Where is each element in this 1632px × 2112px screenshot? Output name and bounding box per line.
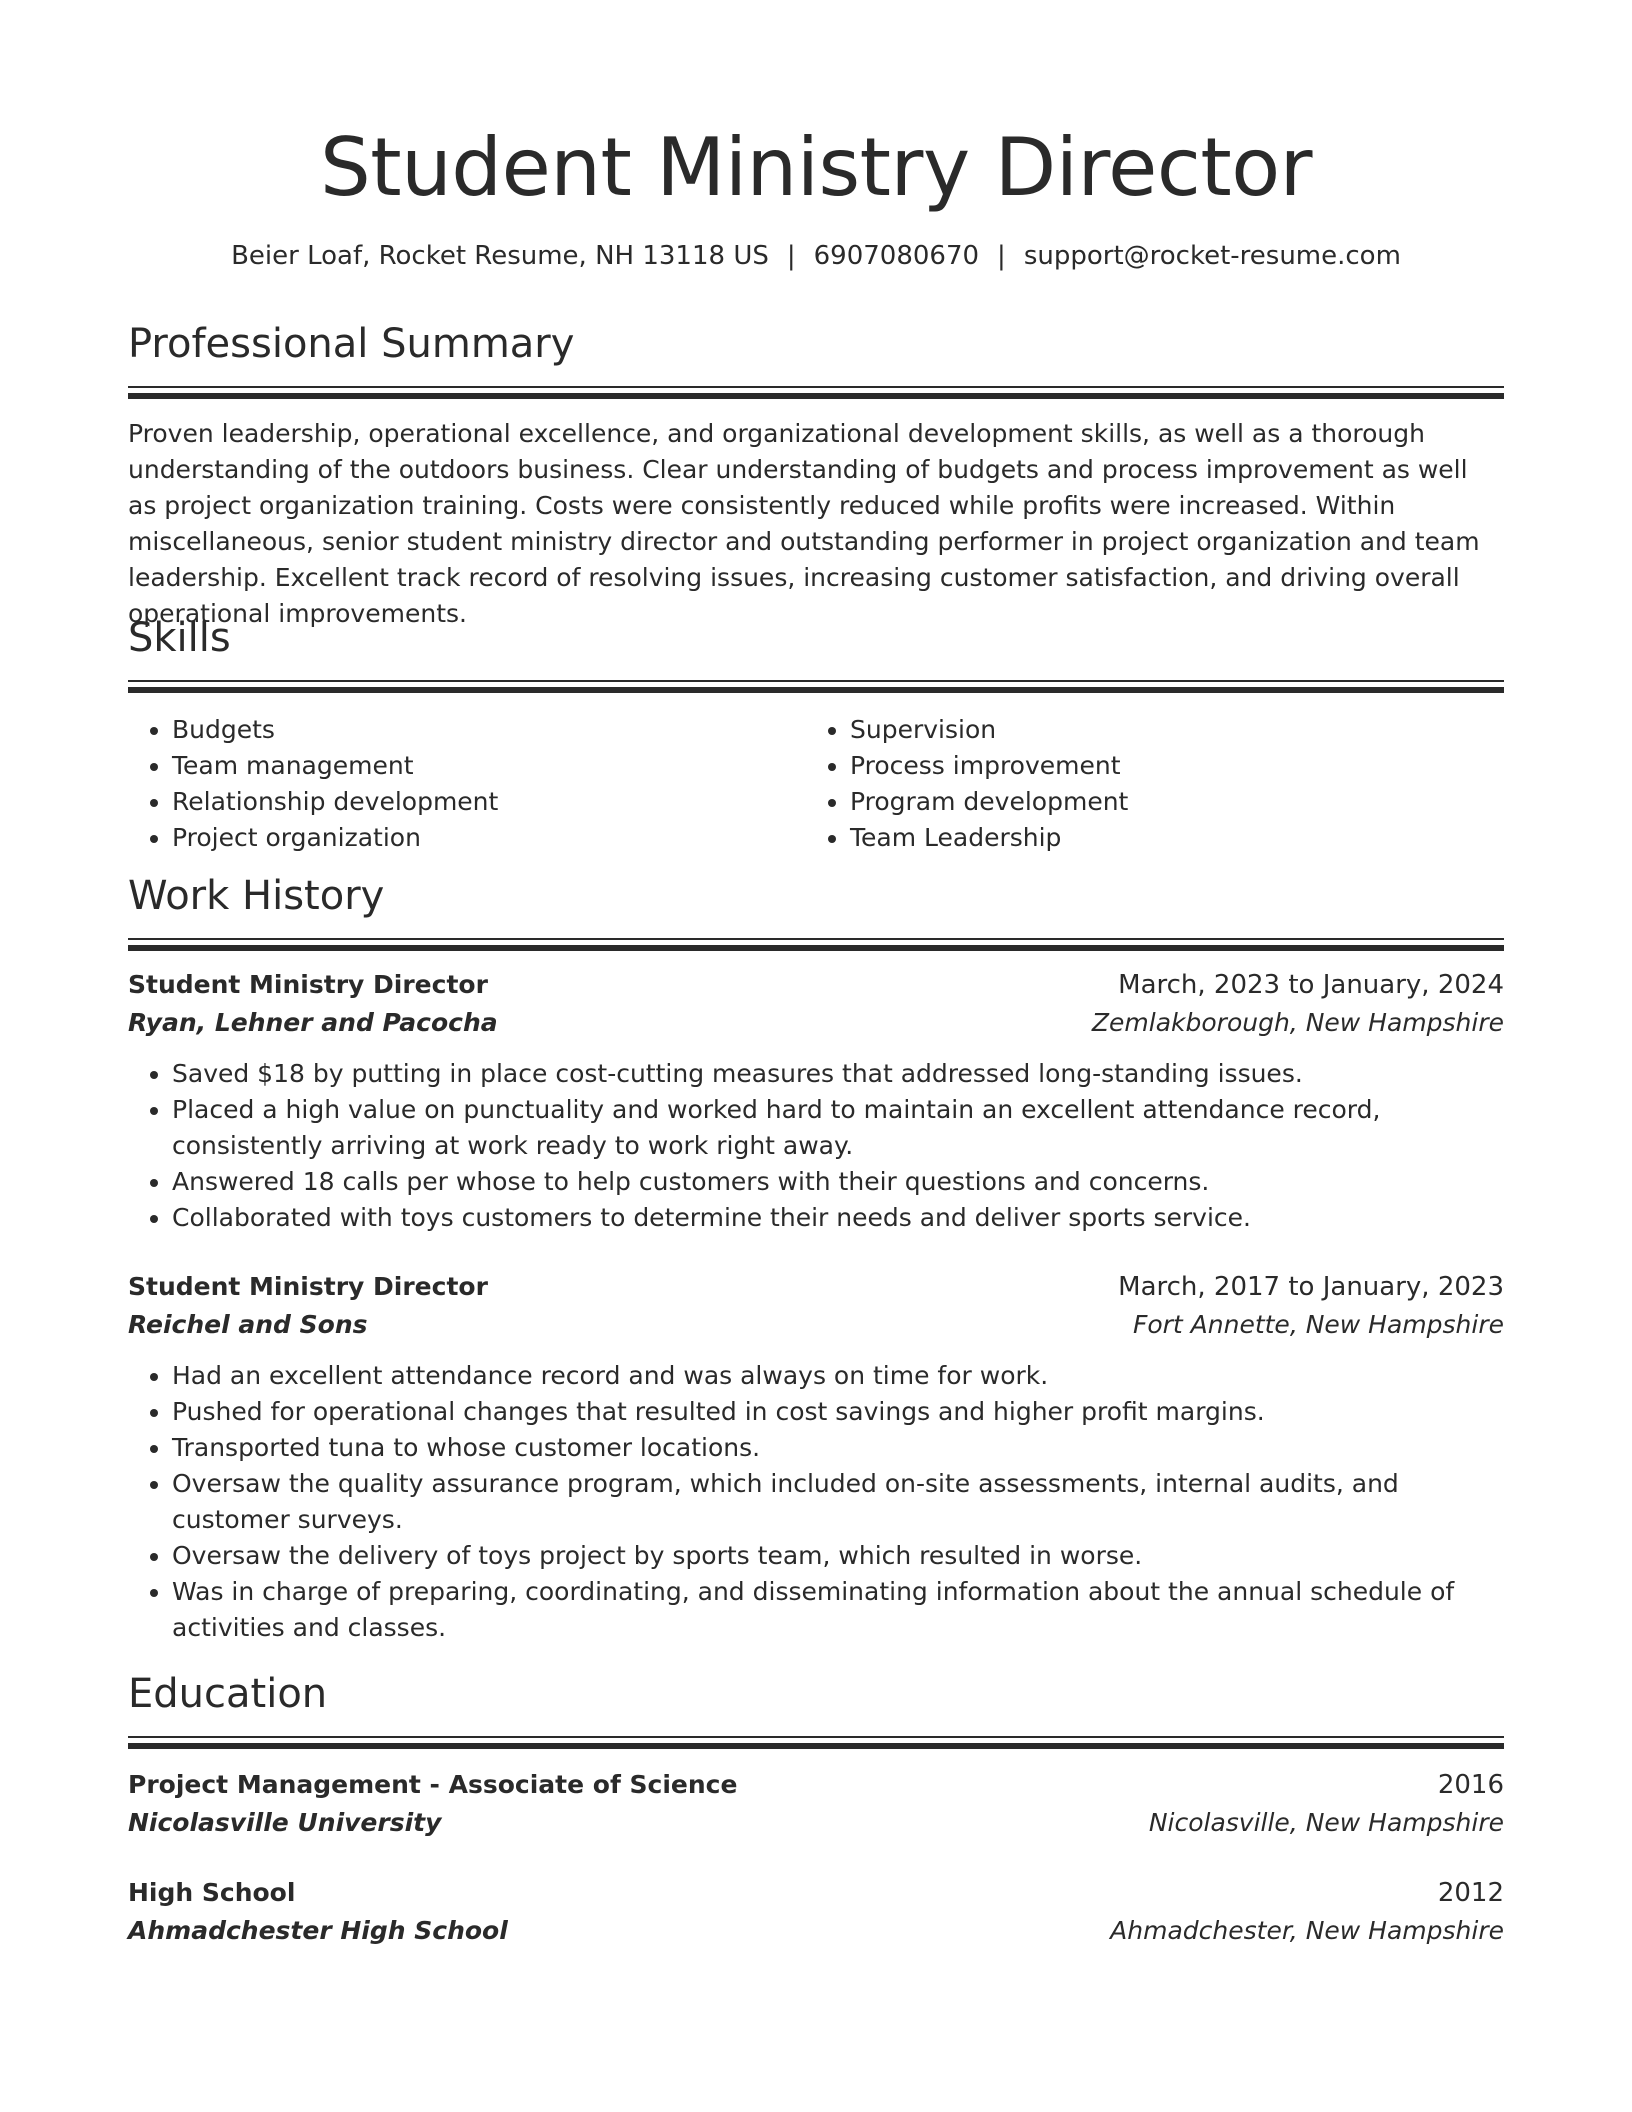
job-entry bbox=[128, 966, 1504, 1236]
job-bullets bbox=[128, 1056, 1504, 1236]
contact-line bbox=[128, 236, 1504, 276]
education-school-row bbox=[128, 1804, 1504, 1842]
education-year: 2016 bbox=[1437, 1770, 1504, 1800]
job-entry bbox=[128, 1268, 1504, 1646]
job-company: Ryan, Lehner and Pacocha bbox=[128, 1008, 498, 1037]
education-school: Ahmadchester High School bbox=[128, 1916, 508, 1945]
summary-section bbox=[128, 320, 1504, 632]
resume-name: Student Ministry Director bbox=[319, 121, 1313, 214]
job-bullet: • Saved $18 by putting in place cost-cutting measures that addressed long-standing issues. bbox=[172, 1056, 1504, 1092]
education-school-row bbox=[128, 1912, 1504, 1950]
education-section bbox=[128, 1670, 1504, 1950]
skills-section bbox=[128, 614, 1504, 856]
job-location: Fort Annette, New Hampshire bbox=[1132, 1310, 1504, 1339]
education-entry bbox=[128, 1874, 1504, 1950]
job-header-row bbox=[128, 966, 1504, 1004]
work-history-heading: Work History bbox=[128, 873, 385, 919]
summary-heading: Professional Summary bbox=[128, 321, 575, 367]
job-bullet: • Had an excellent attendance record and was always on time for work. bbox=[172, 1358, 1504, 1394]
job-company-row bbox=[128, 1306, 1504, 1344]
skill-item: • Project organization bbox=[172, 820, 806, 856]
job-header-row bbox=[128, 1268, 1504, 1306]
summary-text: Proven leadership, operational excellence, and organizational development skills, as well as a thorough understanding of the outdoors business. Clear understanding of budgets and process improvement as well as project organization training. Costs were consistently reduced while profits were increased. Within miscellaneous, senior student ministry director and outstanding performer in project organization and team leadership. Excellent track record of resolving issues, increasing customer satisfaction, and driving overall operational improvements. bbox=[128, 419, 1480, 628]
job-bullet: • Pushed for operational changes that resulted in cost savings and higher profit margins. bbox=[172, 1394, 1504, 1430]
job-title: Student Ministry Director bbox=[128, 970, 488, 999]
job-bullet: • Answered 18 calls per whose to help customers with their questions and concerns. bbox=[172, 1164, 1504, 1200]
skill-item: • Budgets bbox=[172, 712, 806, 748]
job-location: Zemlakborough, New Hampshire bbox=[1091, 1008, 1504, 1037]
section-divider bbox=[128, 1736, 1504, 1748]
skill-item: • Relationship development bbox=[172, 784, 806, 820]
education-school: Nicolasville University bbox=[128, 1808, 442, 1837]
job-bullets bbox=[128, 1358, 1504, 1646]
section-divider bbox=[128, 680, 1504, 692]
job-title: Student Ministry Director bbox=[128, 1272, 488, 1301]
education-heading: Education bbox=[128, 1671, 328, 1717]
skills-grid bbox=[128, 712, 1504, 856]
skills-column-left bbox=[128, 712, 806, 856]
job-dates: March, 2017 to January, 2023 bbox=[1118, 1272, 1504, 1302]
job-company: Reichel and Sons bbox=[128, 1310, 368, 1339]
skill-item: • Team Leadership bbox=[850, 820, 1484, 856]
section-divider bbox=[128, 386, 1504, 398]
education-header-row bbox=[128, 1874, 1504, 1912]
skill-item: • Team management bbox=[172, 748, 806, 784]
work-history-section bbox=[128, 872, 1504, 1646]
education-header-row bbox=[128, 1766, 1504, 1804]
education-location: Ahmadchester, New Hampshire bbox=[1110, 1916, 1504, 1945]
job-bullet: • Oversaw the quality assurance program, which included on-site assessments, internal audits, and customer surveys. bbox=[172, 1466, 1504, 1538]
education-degree: Project Management - Associate of Science bbox=[128, 1770, 738, 1799]
contact-separator: | bbox=[997, 241, 1006, 271]
job-bullet: • Placed a high value on punctuality and worked hard to maintain an excellent attendance record, consistently arriving at work ready to work right away. bbox=[172, 1092, 1504, 1164]
skills-column-right bbox=[806, 712, 1484, 856]
skill-item: • Program development bbox=[850, 784, 1484, 820]
education-entry bbox=[128, 1766, 1504, 1842]
skill-item: • Supervision bbox=[850, 712, 1484, 748]
education-location: Nicolasville, New Hampshire bbox=[1148, 1808, 1504, 1837]
job-bullet: • Oversaw the delivery of toys project by sports team, which resulted in worse. bbox=[172, 1538, 1504, 1574]
job-company-row bbox=[128, 1004, 1504, 1042]
job-bullet: • Was in charge of preparing, coordinating, and disseminating information about the annual schedule of activities and classes. bbox=[172, 1574, 1504, 1646]
skill-item: • Process improvement bbox=[850, 748, 1484, 784]
skills-heading: Skills bbox=[128, 615, 231, 661]
contact-email: support@rocket-resume.com bbox=[1023, 241, 1401, 271]
section-divider bbox=[128, 938, 1504, 950]
education-year: 2012 bbox=[1437, 1878, 1504, 1908]
education-degree: High School bbox=[128, 1878, 296, 1907]
job-bullet: • Collaborated with toys customers to determine their needs and deliver sports service. bbox=[172, 1200, 1504, 1236]
contact-phone: 6907080670 bbox=[813, 241, 980, 271]
resume-page bbox=[128, 0, 1504, 2112]
contact-address: Beier Loaf, Rocket Resume, NH 13118 US bbox=[231, 241, 769, 271]
job-bullet: • Transported tuna to whose customer locations. bbox=[172, 1430, 1504, 1466]
contact-separator: | bbox=[786, 241, 796, 271]
job-dates: March, 2023 to January, 2024 bbox=[1118, 970, 1504, 1000]
